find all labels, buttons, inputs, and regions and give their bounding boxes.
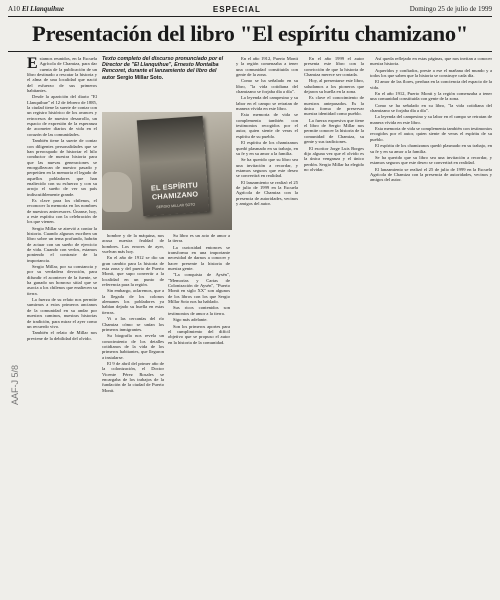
article-paragraph: La leyenda del campesino y su labor en el campo se retratan de manera vívida en este libro. bbox=[236, 95, 298, 112]
article-paragraph: El lanzamiento se realizó el 25 de julio de 1999 en la Escuela Agrícola de Chamiza con la presencia de autoridades, vecinos y amigos del autor. bbox=[370, 166, 492, 183]
article-paragraph: La fuerza expresiva que tiene el libro de Sergio Millar nos permite conocer la historia de la comunidad de Chamiza, su gente y sus tradiciones. bbox=[304, 117, 364, 145]
archive-stamp-text: AAF-J 5/8 bbox=[10, 364, 20, 405]
book-photo bbox=[102, 112, 232, 230]
article-paragraph: Su libro es un acto de amor a la tierra. bbox=[168, 233, 230, 244]
page-label: A10 bbox=[8, 5, 21, 13]
article-paragraph: La leyenda del campesino y su labor en el campo se retratan de manera vívida en este libro. bbox=[370, 114, 492, 125]
article-paragraph: Es clave para los chilenos, el reconocer la memoria en los nombres de nuestros antecesores. Únanse, hoy, a este espíritu con la celebración de los que vienen. bbox=[27, 197, 97, 225]
book-cover-title: EL ESPÍRITU CHAMIZANO bbox=[150, 180, 199, 202]
book-cover bbox=[137, 116, 210, 216]
article-column-3 bbox=[168, 233, 230, 596]
article-paragraph: Como se ha señalado en su libro, "la vida cotidiana del chamizano se forjaba día a día". bbox=[236, 78, 298, 95]
article-paragraph: Es clave el conocimiento de nuestros antepasados. Es la única forma de preservar nuestra identidad como pueblo. bbox=[304, 95, 364, 117]
article-paragraph: "La conquista de Aysén", "Memorias y Cartas de Colonización de Aysén", "Puerto Montt en siglo XX" son algunos de los libros con los que Sergio Millar Soto nos ha hablado. bbox=[168, 272, 230, 305]
article-paragraph: Esta memoria de vida se complementa también con testimonios recogidos por el autor, quien siente de veras el espíritu de su pueblo. bbox=[236, 112, 298, 139]
article-paragraph: Sus ricos contenidos son testimonios de amor a la tierra. bbox=[168, 305, 230, 316]
article-paragraph: Su biografía nos revela un conocimiento de los detalles cotidianos de la vida de los primeros habitantes, que llegaron a instalarse. bbox=[102, 333, 164, 360]
article-paragraph: Hoy, al presentarse este libro, saludamos a los pioneros que dejaron su huella en la zona. bbox=[304, 78, 364, 95]
article-paragraph: El escritor Jorge Luis Borges dijo alguna vez que el olvido es la única venganza y el único perdón. Sergio Millar ha elegido no olvidar. bbox=[304, 145, 364, 172]
article-column-3-top bbox=[236, 56, 298, 596]
article-paragraph: El lanzamiento se realizó el 25 de julio de 1999 en la Escuela Agrícola de Chamiza con la presencia de autoridades, vecinos y amigos del autor. bbox=[236, 179, 298, 206]
article-paragraph: Sin embargo, aclaremos, que a la llegada de los colonos alemanes los pobladores ya habían dejado su huella en estas tierras. bbox=[102, 288, 164, 315]
article-paragraph: Se ha querido que su libro sea una invitación a recordar, y estamos seguros que este deseo se convertirá en realidad. bbox=[370, 154, 492, 166]
article-paragraph: Sigo más adelante. bbox=[173, 317, 208, 323]
article-paragraph: En el año de 1912 se dio un gran cambio para la historia de esta zona y del puerto de Puerto Montt, que supo convertir a la localidad en un punto de referencia para la región. bbox=[102, 255, 164, 288]
article-paragraph: El espíritu de los chamizanos quedó plasmado en su trabajo, en su fe y en su amor a la familia. bbox=[236, 140, 298, 156]
article-paragraph: Como se ha señalado en su libro, "la vida cotidiana del chamizano se forjaba día a día". bbox=[370, 102, 492, 114]
headline-rule bbox=[8, 51, 492, 52]
section-label: ESPECIAL bbox=[212, 4, 261, 14]
page-number bbox=[8, 5, 64, 13]
article-paragraph: Esta memoria de vida se complementa también con testimonios recogidos por el autor, quien siente de veras el espíritu de su pueblo. bbox=[370, 126, 492, 142]
article-paragraph: En el año 1999 el autor presenta este libro con la convicción de que la historia de Chamiza merece ser contada. bbox=[304, 56, 364, 78]
article-paragraph: En el año 1912, Puerto Montt y la región comenzaba a tener una comunidad constituida con gente de la zona. bbox=[236, 56, 298, 78]
article-paragraph: También el relato de Millar nos previene de la debilidad del olvido. bbox=[27, 330, 97, 341]
header-rule bbox=[8, 16, 492, 17]
article-column-1 bbox=[27, 56, 97, 596]
article-paragraph: Desde la aparición del diario "El Llanquihue" el 12 de febrero de 1885, la ciudad tiene la suerte de contar con un registro histórico de los avances y retrocesos de nuestro desarrollo, un espacio de expresión de la esperanza de acometer diarios de vida en el corazón de las comunidades. bbox=[27, 94, 97, 137]
article-paragraph: La curiosidad entonces se transforma en una importante necesidad de darnos a conocer y hacer presente la historia de nuestra gente. bbox=[168, 244, 230, 272]
hand-shape bbox=[102, 172, 132, 212]
article-paragraph: El 9 de abril del primer año de la colonización, el Doctor Vicente Pérez Rosales se encargaba de los trabajos de la fundación de la ciudad de Puerto Montt. bbox=[102, 360, 164, 393]
article-paragraph: Aquerídos y confiados, preste a ese el mañana del mundo y a todos los que saben que la historia se construye cada día. bbox=[370, 67, 492, 79]
article-paragraph: La fuerza de su relato nos permite sumirnos a estos primeros ancianos de la comunidad en su andar por nuestros caminos, nuestras historias de tradición, para mirar el ayer como un recuerdo vivo. bbox=[27, 297, 97, 329]
article-paragraph: Así queda reflejado en estas páginas, que nos invitan a conocer nuestra historia. bbox=[370, 56, 492, 67]
article-paragraph: En el año 1912, Puerto Montt y la región comenzaba a tener una comunidad constituida con gente de la zona. bbox=[370, 91, 492, 102]
article-column-2 bbox=[102, 233, 164, 596]
article-deck bbox=[102, 56, 230, 110]
deck-text: Texto completo del discurso pronunciado por el Director de "El Llanquihue", Ernesto Montalba Rencoret, durante el lanzamiento del libro del bbox=[102, 56, 224, 75]
book-cover-author: SERGIO MILLAR SOTO bbox=[156, 202, 196, 210]
article-paragraph: Son los primeros aportes para el cumplimiento del difícil objetivo que se propuso el autor en la historia de la comunidad. bbox=[168, 323, 230, 345]
article-paragraph: También tiene la suerte de contar con diligentes personalidades que se han preocupado de historiar el hilo conductor de nuestra historia para que las nuevas generaciones se enorgullezcan de nuestro pasado y perpetúen en la memoria el legado de aquellos pobladores que han enaltecido con su esfuerzo y con su arrojo el sueño de ver un país indiscutiblemente grande. bbox=[27, 138, 97, 197]
page-header bbox=[8, 3, 492, 15]
article-paragraph: El espíritu de los chamizanos quedó plasmado en su trabajo, en su fe y en su amor a la familia. bbox=[370, 143, 492, 154]
headline: Presentación del libro "El espíritu chamizano" bbox=[32, 21, 468, 46]
article-paragraph: Sergio Millar se atrevió a contar la historia. Cuando algunos escriben un libro sobre un tema profundo, habrán de actuar con un sueño de ejercicio de vida. Cuando con verlos, estamos poniendo el contraste de la importancia. bbox=[27, 225, 97, 263]
deck-author: autor Sergio Millar Soto. bbox=[102, 74, 164, 81]
article-column-4 bbox=[304, 56, 364, 596]
article-paragraph: Sergio Millar, por su constancia y por su verdadera devoción, para difundir el acontecer de la fuente, se ha ganado un honroso sitial que se asocia a los chilenos que enaltecen su tierra. bbox=[27, 264, 97, 296]
drop-cap: E bbox=[27, 56, 38, 72]
issue-date: Domingo 25 de julio de 1999 bbox=[409, 5, 492, 13]
article-paragraph: hombre y de la máquina, nos acusa nuestra fealdad de hombres. Los errores de ayer, vuelvan más hoy. bbox=[102, 233, 164, 255]
article-paragraph: El amor de las flores, perdura en la conciencia del espacio de la vida. bbox=[370, 79, 492, 90]
article-column-5 bbox=[370, 56, 492, 596]
newspaper-name: El Llanquihue bbox=[21, 5, 65, 13]
article-paragraph: Vi a las cercanías del río Chamiza cómo se unían los primeros inmigrantes. bbox=[102, 316, 164, 332]
archive-stamp bbox=[10, 335, 24, 405]
article-paragraph: Se ha querido que su libro sea una invitación a recordar, y estamos seguros que este deseo se convertirá en realidad. bbox=[236, 157, 298, 179]
article-paragraph: Estamos reunidos, en la Escuela Agrícola de Chamiza, para dar cuenta de la publicación de un libro destinado a rescatar la historia y el alma de una localidad que nació del esfuerzo de sus primeros habitantes. bbox=[27, 56, 97, 94]
